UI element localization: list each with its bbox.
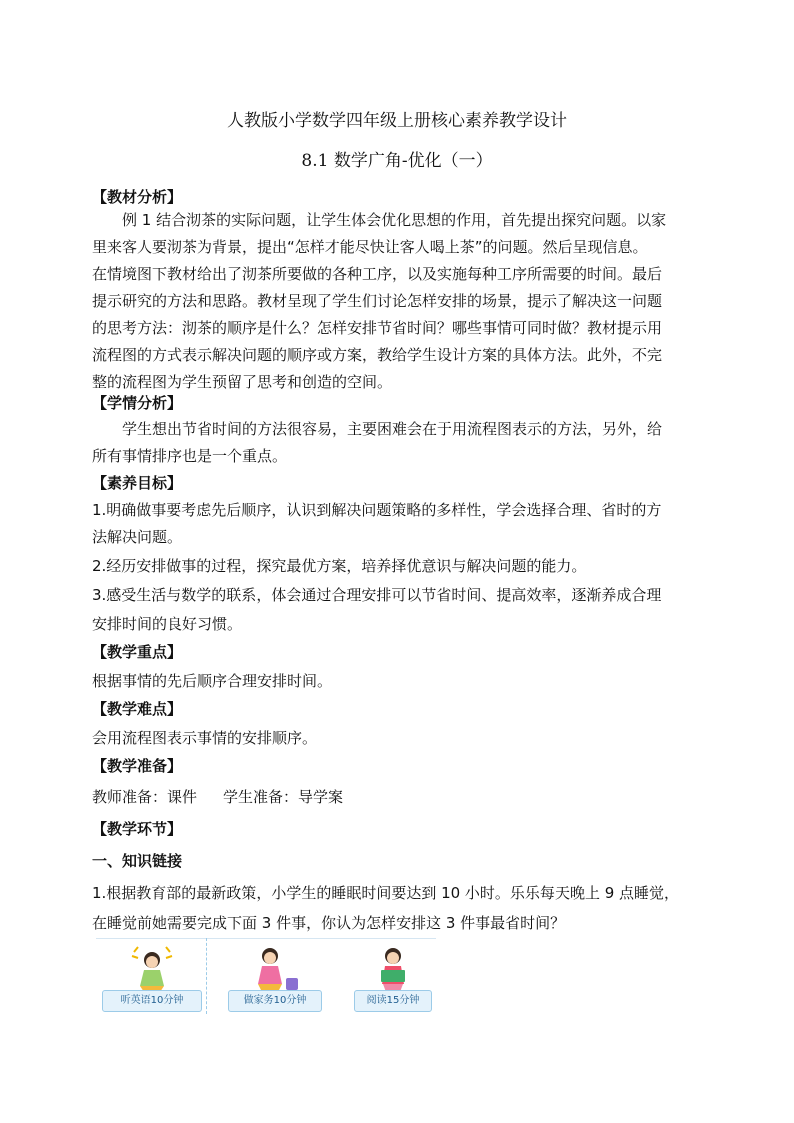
girl-reading-icon	[354, 944, 432, 994]
lesson-title: 8.1 数学广角-优化（一）	[301, 151, 493, 171]
girl-listening-icon	[102, 944, 202, 994]
section-heading-prep: 【教学准备】	[92, 757, 183, 775]
teacher-prep: 教师准备：课件	[92, 788, 198, 806]
text-line: 例 1 结合沏茶的实际问题，让学生体会优化思想的作用，首先提出探究问题。以家	[122, 211, 667, 229]
part-heading: 一、知识链接	[92, 852, 183, 870]
section-heading-goals: 【素养目标】	[92, 474, 183, 492]
goal-line: 1.明确做事要考虑先后顺序，认识到解决问题策略的多样性，学会选择合理、省时的方	[92, 501, 662, 519]
difficulty-text: 会用流程图表示事情的安排顺序。	[92, 729, 318, 747]
prep-text	[92, 786, 343, 807]
material-paragraph	[92, 207, 704, 396]
text-line: 1.根据教育部的最新政策，小学生的睡眠时间要达到 10 小时。乐乐每天晚上 9 点睡觉，	[92, 884, 680, 902]
section-heading-focus: 【教学重点】	[92, 643, 183, 661]
section-heading-material: 【教材分析】	[92, 188, 183, 206]
text-line: 在情境图下教材给出了沏茶所要做的各种工序，以及实施每种工序所需要的时间。最后	[92, 265, 663, 283]
task-label: 听英语10分钟	[102, 990, 202, 1012]
goal-line: 3.感受生活与数学的联系，体会通过合理安排可以节省时间、提高效率，逐渐养成合理	[92, 586, 662, 604]
text-line: 所有事情排序也是一个重点。	[92, 447, 288, 465]
goals-list	[92, 497, 704, 638]
goal-line: 2.经历安排做事的过程，探究最优方案，培养择优意识与解决问题的能力。	[92, 557, 587, 575]
task-card-reading	[354, 944, 432, 1014]
text-line: 的思考方法：沏茶的顺序是什么？怎样安排节省时间？哪些事情可同时做？教材提示用	[92, 319, 663, 337]
task-card-housework	[228, 944, 322, 1014]
focus-text: 根据事情的先后顺序合理安排时间。	[92, 672, 333, 690]
figure-top-border	[96, 938, 436, 939]
task-label: 做家务10分钟	[228, 990, 322, 1012]
task-card-english	[102, 944, 202, 1014]
section-heading-difficulty: 【教学难点】	[92, 700, 183, 718]
task-label: 阅读15分钟	[354, 990, 432, 1012]
text-line: 学生想出节省时间的方法很容易，主要困难会在于用流程图表示的方法，另外，给	[122, 420, 663, 438]
text-line: 提示研究的方法和思路。教材呈现了学生们讨论怎样安排的场景，提示了解决这一问题	[92, 292, 663, 310]
figure-divider	[206, 938, 207, 1014]
section-heading-learner: 【学情分析】	[92, 394, 183, 412]
document-title: 人教版小学数学四年级上册核心素养教学设计	[227, 111, 567, 131]
task-illustration	[96, 938, 436, 1014]
goal-line: 法解决问题。	[92, 528, 183, 546]
learner-paragraph	[92, 416, 704, 470]
text-line: 整的流程图为学生预留了思考和创造的空间。	[92, 373, 393, 391]
girl-housework-icon	[228, 944, 322, 994]
student-prep: 学生准备：导学案	[223, 788, 344, 806]
text-line: 流程图的方式表示解决问题的顺序或方案，教给学生设计方案的具体方法。此外，不完	[92, 346, 663, 364]
question-1	[92, 878, 704, 938]
text-line: 在睡觉前她需要完成下面 3 件事，你认为怎样安排这 3 件事最省时间？	[92, 914, 566, 932]
goal-line: 安排时间的良好习惯。	[92, 615, 243, 633]
text-line: 里来客人要沏茶为背景，提出“怎样才能尽快让客人喝上茶”的问题。然后呈现信息。	[92, 238, 648, 256]
section-heading-process: 【教学环节】	[92, 820, 183, 838]
